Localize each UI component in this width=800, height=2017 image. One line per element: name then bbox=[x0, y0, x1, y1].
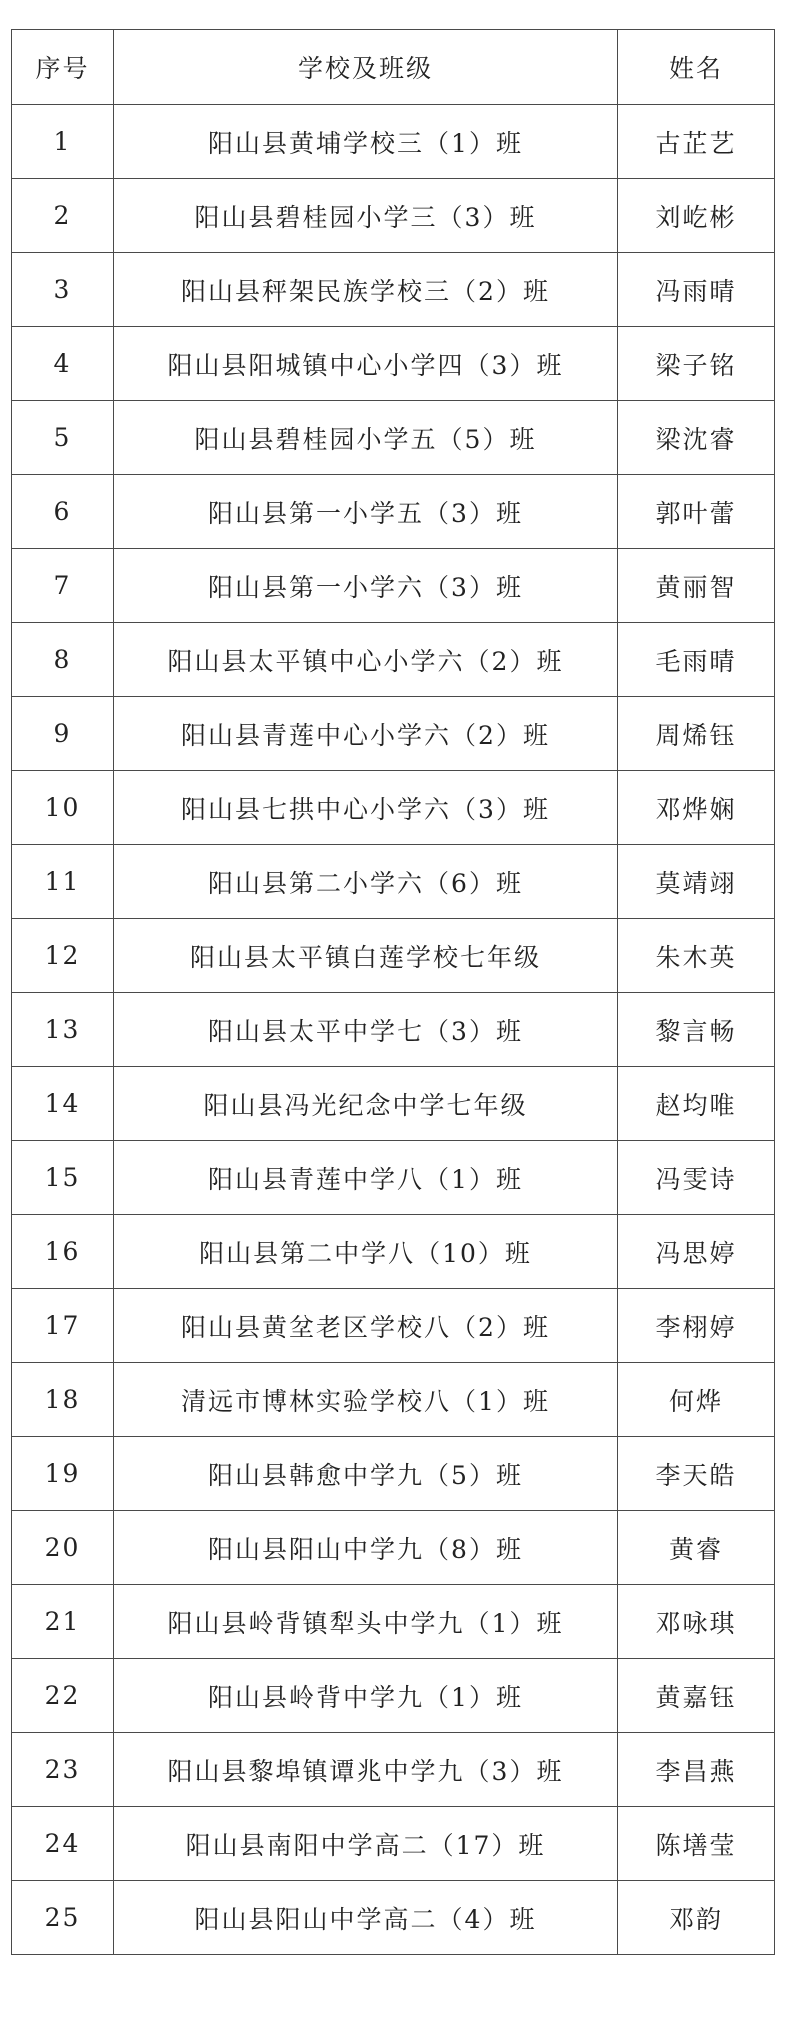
cell-no: 22 bbox=[12, 1659, 114, 1733]
cell-name: 邓咏琪 bbox=[618, 1585, 775, 1659]
cell-name: 陈墡莹 bbox=[618, 1807, 775, 1881]
table-row bbox=[12, 1363, 775, 1437]
cell-school: 阳山县第一小学五（3）班 bbox=[114, 475, 618, 549]
cell-school: 阳山县南阳中学高二（17）班 bbox=[114, 1807, 618, 1881]
cell-no: 12 bbox=[12, 919, 114, 993]
cell-no: 10 bbox=[12, 771, 114, 845]
table-row bbox=[12, 475, 775, 549]
cell-school: 阳山县黄埔学校三（1）班 bbox=[114, 105, 618, 179]
table-row bbox=[12, 919, 775, 993]
cell-no: 11 bbox=[12, 845, 114, 919]
table-row bbox=[12, 1437, 775, 1511]
cell-school: 阳山县韩愈中学九（5）班 bbox=[114, 1437, 618, 1511]
cell-name: 李天皓 bbox=[618, 1437, 775, 1511]
cell-no: 3 bbox=[12, 253, 114, 327]
cell-no: 13 bbox=[12, 993, 114, 1067]
cell-school: 阳山县第一小学六（3）班 bbox=[114, 549, 618, 623]
cell-no: 9 bbox=[12, 697, 114, 771]
cell-name: 邓韵 bbox=[618, 1881, 775, 1955]
cell-school: 阳山县第二中学八（10）班 bbox=[114, 1215, 618, 1289]
cell-school: 阳山县太平中学七（3）班 bbox=[114, 993, 618, 1067]
table-row bbox=[12, 105, 775, 179]
table-row bbox=[12, 623, 775, 697]
cell-no: 2 bbox=[12, 179, 114, 253]
cell-no: 15 bbox=[12, 1141, 114, 1215]
cell-school: 阳山县七拱中心小学六（3）班 bbox=[114, 771, 618, 845]
cell-school: 阳山县太平镇中心小学六（2）班 bbox=[114, 623, 618, 697]
cell-no: 8 bbox=[12, 623, 114, 697]
cell-name: 黎言畅 bbox=[618, 993, 775, 1067]
cell-no: 5 bbox=[12, 401, 114, 475]
cell-name: 周烯钰 bbox=[618, 697, 775, 771]
cell-name: 冯思婷 bbox=[618, 1215, 775, 1289]
cell-name: 梁子铭 bbox=[618, 327, 775, 401]
cell-name: 黄嘉钰 bbox=[618, 1659, 775, 1733]
cell-name: 古芷艺 bbox=[618, 105, 775, 179]
cell-no: 14 bbox=[12, 1067, 114, 1141]
header-no: 序号 bbox=[12, 30, 114, 105]
cell-no: 25 bbox=[12, 1881, 114, 1955]
cell-name: 冯雯诗 bbox=[618, 1141, 775, 1215]
cell-school: 阳山县冯光纪念中学七年级 bbox=[114, 1067, 618, 1141]
header-row bbox=[12, 30, 775, 105]
cell-name: 梁沈睿 bbox=[618, 401, 775, 475]
header-school: 学校及班级 bbox=[114, 30, 618, 105]
table-row bbox=[12, 1659, 775, 1733]
cell-no: 16 bbox=[12, 1215, 114, 1289]
table-row bbox=[12, 401, 775, 475]
cell-no: 21 bbox=[12, 1585, 114, 1659]
cell-name: 莫靖翊 bbox=[618, 845, 775, 919]
table-row bbox=[12, 1585, 775, 1659]
cell-no: 7 bbox=[12, 549, 114, 623]
table-row bbox=[12, 1807, 775, 1881]
cell-school: 阳山县阳城镇中心小学四（3）班 bbox=[114, 327, 618, 401]
table-row bbox=[12, 1733, 775, 1807]
cell-no: 18 bbox=[12, 1363, 114, 1437]
table-row bbox=[12, 993, 775, 1067]
table-row bbox=[12, 1881, 775, 1955]
table-header bbox=[12, 30, 775, 105]
table-row bbox=[12, 1289, 775, 1363]
cell-school: 阳山县碧桂园小学三（3）班 bbox=[114, 179, 618, 253]
cell-school: 阳山县青莲中心小学六（2）班 bbox=[114, 697, 618, 771]
cell-school: 阳山县第二小学六（6）班 bbox=[114, 845, 618, 919]
cell-name: 李昌燕 bbox=[618, 1733, 775, 1807]
cell-school: 清远市博林实验学校八（1）班 bbox=[114, 1363, 618, 1437]
cell-no: 17 bbox=[12, 1289, 114, 1363]
cell-no: 1 bbox=[12, 105, 114, 179]
cell-name: 毛雨晴 bbox=[618, 623, 775, 697]
cell-name: 黄丽智 bbox=[618, 549, 775, 623]
cell-school: 阳山县黄坌老区学校八（2）班 bbox=[114, 1289, 618, 1363]
cell-school: 阳山县黎埠镇谭兆中学九（3）班 bbox=[114, 1733, 618, 1807]
cell-name: 冯雨晴 bbox=[618, 253, 775, 327]
table-row bbox=[12, 1511, 775, 1585]
cell-no: 4 bbox=[12, 327, 114, 401]
cell-name: 赵均唯 bbox=[618, 1067, 775, 1141]
table-row bbox=[12, 697, 775, 771]
cell-name: 李栩婷 bbox=[618, 1289, 775, 1363]
table-row bbox=[12, 1067, 775, 1141]
cell-name: 郭叶蕾 bbox=[618, 475, 775, 549]
cell-school: 阳山县岭背中学九（1）班 bbox=[114, 1659, 618, 1733]
cell-name: 何烨 bbox=[618, 1363, 775, 1437]
cell-no: 6 bbox=[12, 475, 114, 549]
table-row bbox=[12, 327, 775, 401]
roster-table bbox=[11, 29, 775, 1955]
cell-name: 邓烨娴 bbox=[618, 771, 775, 845]
table-body bbox=[12, 105, 775, 1955]
table-row bbox=[12, 1141, 775, 1215]
cell-school: 阳山县岭背镇犁头中学九（1）班 bbox=[114, 1585, 618, 1659]
table-row bbox=[12, 549, 775, 623]
table-row bbox=[12, 845, 775, 919]
cell-school: 阳山县太平镇白莲学校七年级 bbox=[114, 919, 618, 993]
table-row bbox=[12, 1215, 775, 1289]
cell-school: 阳山县阳山中学九（8）班 bbox=[114, 1511, 618, 1585]
cell-no: 24 bbox=[12, 1807, 114, 1881]
table-row bbox=[12, 253, 775, 327]
cell-name: 黄睿 bbox=[618, 1511, 775, 1585]
cell-school: 阳山县青莲中学八（1）班 bbox=[114, 1141, 618, 1215]
cell-school: 阳山县碧桂园小学五（5）班 bbox=[114, 401, 618, 475]
cell-name: 刘屹彬 bbox=[618, 179, 775, 253]
cell-no: 19 bbox=[12, 1437, 114, 1511]
cell-no: 23 bbox=[12, 1733, 114, 1807]
header-name: 姓名 bbox=[618, 30, 775, 105]
cell-school: 阳山县阳山中学高二（4）班 bbox=[114, 1881, 618, 1955]
cell-name: 朱木英 bbox=[618, 919, 775, 993]
table-row bbox=[12, 179, 775, 253]
cell-no: 20 bbox=[12, 1511, 114, 1585]
cell-school: 阳山县秤架民族学校三（2）班 bbox=[114, 253, 618, 327]
table-row bbox=[12, 771, 775, 845]
